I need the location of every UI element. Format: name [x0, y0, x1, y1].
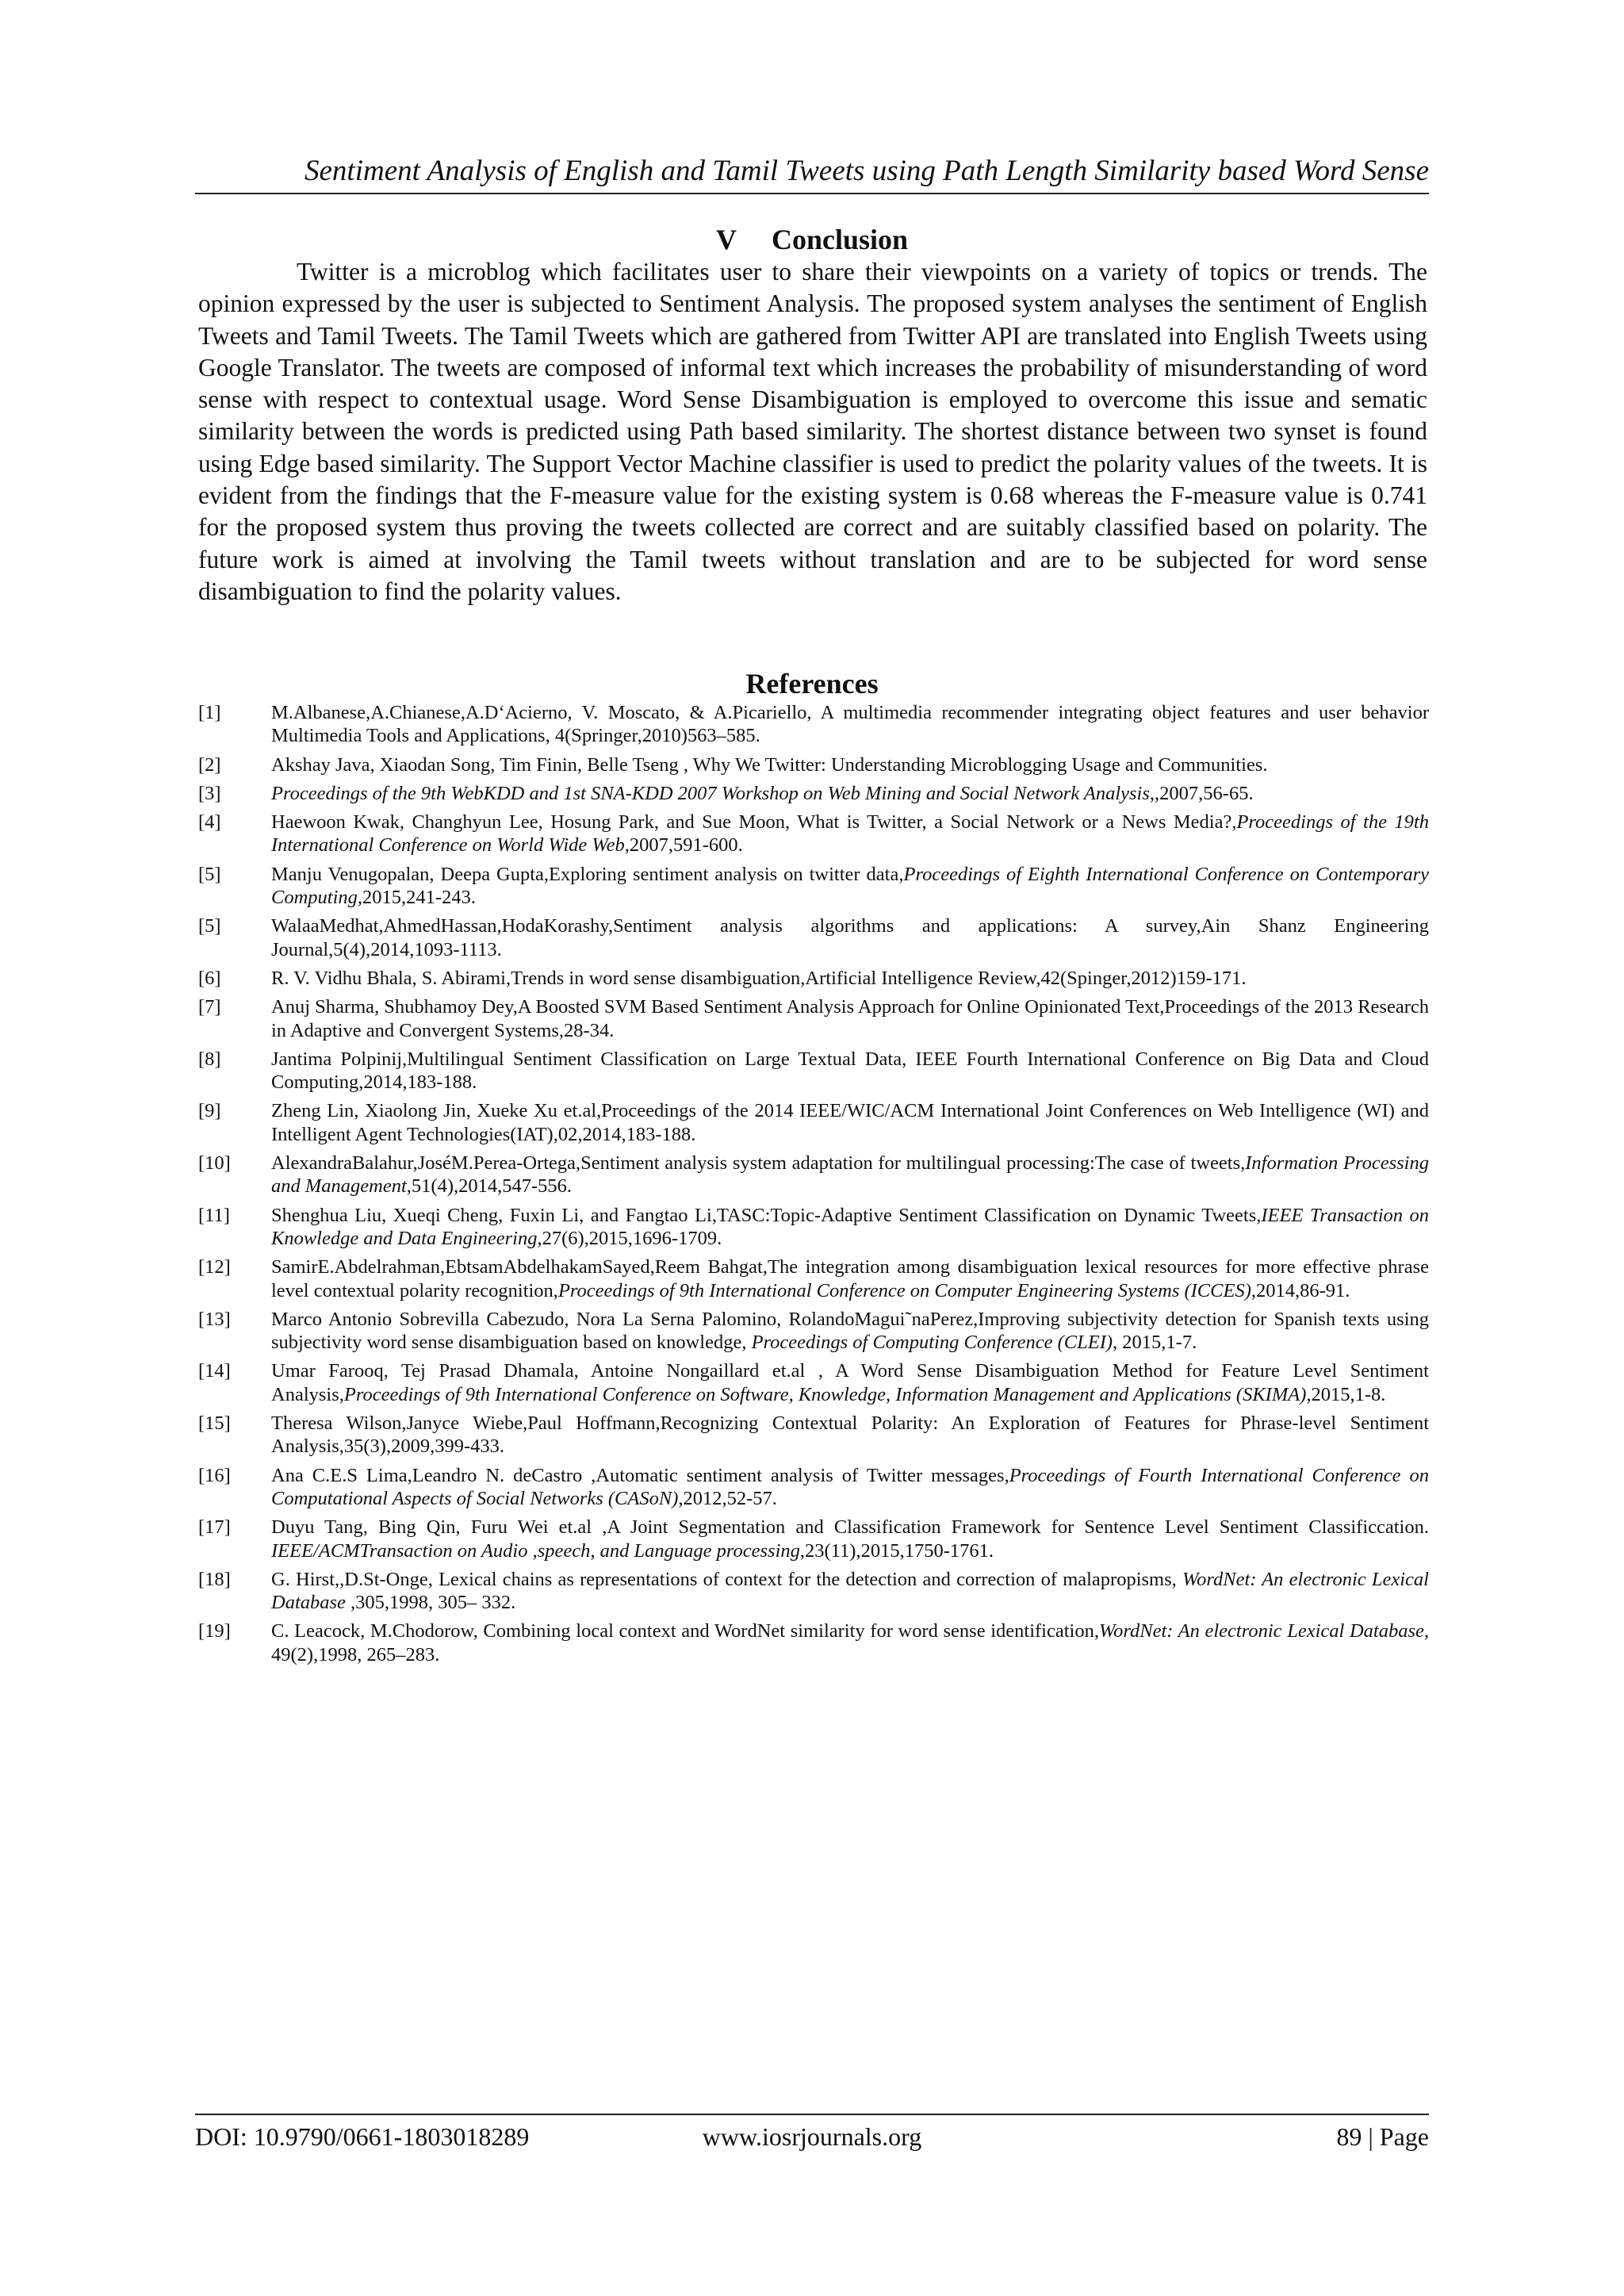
reference-venue: IEEE/ACMTransaction on Audio ,speech, and Language processing: [271, 1539, 800, 1562]
reference-label: [1]: [198, 702, 221, 723]
reference-item: [198, 863, 1429, 910]
footer-page-number: 89 | Page: [1336, 2122, 1429, 2151]
reference-venue: Proceedings of 9th International Conference on Software, Knowledge, Information Management and Applications (SKIMA),: [343, 1383, 1312, 1405]
reference-text-main: Umar Farooq, Tej Prasad Dhamala, Antoine Nongaillard et.al , A Word Sense Disambiguation Method for Feature Level Sentiment Analysis,: [271, 1360, 1429, 1405]
reference-label: [4]: [198, 811, 221, 834]
reference-text: [271, 996, 1429, 1041]
reference-item: [198, 1048, 1429, 1094]
reference-text-main: Haewoon Kwak, Changhyun Lee, Hosung Park, and Sue Moon, What is Twitter, a Social Network or a News Media?,: [271, 811, 1237, 834]
reference-label: [2]: [198, 753, 221, 776]
reference-venue: Proceedings of Eighth International Conference on Contemporary Computing: [271, 863, 1429, 909]
reference-label: [14]: [198, 1360, 231, 1382]
reference-text-main: Shenghua Liu, Xueqi Cheng, Fuxin Li, and Fangtao Li,TASC:Topic-Adaptive Sentiment Classification on Dynamic Tweets,: [271, 1204, 1262, 1226]
reference-label: [5]: [198, 863, 221, 885]
reference-text: [271, 783, 1254, 804]
reference-text-main: R. V. Vidhu Bhala, S. Abirami,Trends in word sense disambiguation,Artificial Intelligence Review,42(Spinger,2012)159-171.: [271, 967, 1247, 989]
reference-label: [19]: [198, 1620, 231, 1642]
reference-item: [198, 914, 1429, 961]
reference-item: [198, 753, 1429, 776]
reference-text-main: Duyu Tang, Bing Qin, Furu Wei et.al ,A Joint Segmentation and Classification Framework for Sentence Level Sentiment Classificcation.: [271, 1516, 1429, 1539]
reference-item: [198, 1255, 1429, 1302]
reference-item: [198, 995, 1429, 1042]
reference-venue: WordNet: An electronic Lexical Database: [1098, 1620, 1424, 1642]
footer-website: www.iosrjournals.org: [702, 2122, 922, 2151]
reference-text: [271, 1516, 1429, 1561]
reference-text: [271, 811, 1429, 856]
reference-label: [17]: [198, 1516, 231, 1539]
reference-text-main: Ana C.E.S Lima,Leandro N. deCastro ,Automatic sentiment analysis of Twitter messages,: [271, 1464, 1009, 1486]
reference-label: [11]: [198, 1204, 230, 1226]
reference-text-main: C. Leacock, M.Chodorow, Combining local context and WordNet similarity for word sense identification,: [271, 1620, 1099, 1642]
reference-label: [10]: [198, 1152, 231, 1175]
reference-label: [9]: [198, 1100, 221, 1122]
reference-label: [16]: [198, 1464, 231, 1486]
reference-details: ,,2007,56-65.: [1149, 782, 1254, 804]
footer-doi: DOI: 10.9790/0661-1803018289: [195, 2122, 530, 2151]
reference-label: [18]: [198, 1568, 231, 1590]
reference-text: [271, 1048, 1429, 1093]
reference-item: [198, 1308, 1429, 1355]
reference-text: [271, 915, 1429, 960]
reference-item: [198, 1464, 1429, 1511]
reference-text-main: Jantima Polpinij,Multilingual Sentiment Classification on Large Textual Data, IEEE Fourth International Conference on Big Data and Cloud Computing,2014,183-188.: [271, 1048, 1429, 1094]
header-rule: [195, 193, 1429, 194]
reference-details: ,27(6),2015,1696-1709.: [537, 1227, 722, 1249]
footer-rule: [195, 2114, 1429, 2115]
reference-text: [271, 1620, 1429, 1665]
reference-text-main: Manju Venugopalan, Deepa Gupta,Exploring sentiment analysis on twitter data,: [271, 863, 904, 885]
reference-venue: Proceedings of the 19th International Conference on World Wide Web: [271, 811, 1429, 857]
reference-details: ,51(4),2014,547-556.: [406, 1175, 573, 1198]
reference-text: [271, 1152, 1429, 1197]
reference-venue: Proceedings of the 9th WebKDD and 1st SNA-KDD 2007 Workshop on Web Mining and Social Network Analysis: [271, 782, 1150, 804]
reference-text: [271, 968, 1246, 989]
reference-text: [271, 864, 1429, 908]
reference-text-main: SamirE.Abdelrahman,EbtsamAbdelhakamSayed,Reem Bahgat,The integration among disambiguation lexical resources for more effective phrase level contextual polarity recognition,: [271, 1256, 1429, 1301]
reference-text: [271, 1205, 1429, 1249]
reference-text-main: AlexandraBalahur,JoséM.Perea-Ortega,Sentiment analysis system adaptation for multilingual processing:The case of tweets,: [271, 1152, 1246, 1175]
reference-text-main: Marco Antonio Sobrevilla Cabezudo, Nora La Serna Palomino, RolandoMagui˜naPerez,Improving subjectivity detection for Spanish texts using subjectivity word sense disambiguation based on knowledge,: [271, 1308, 1429, 1354]
reference-text-main: Zheng Lin, Xiaolong Jin, Xueke Xu et.al,Proceedings of the 2014 IEEE/WIC/ACM International Joint Conferences on Web Intelligence (WI) and Intelligent Agent Technologies(IAT),02,2014,183-188.: [271, 1100, 1429, 1145]
reference-item: [198, 701, 1429, 748]
reference-item: [198, 1204, 1429, 1251]
reference-label: [5]: [198, 915, 221, 937]
reference-text: [271, 1465, 1429, 1509]
reference-item: [198, 1619, 1429, 1666]
references-list: [198, 701, 1429, 1672]
reference-venue: Information Processing and Management: [271, 1152, 1429, 1198]
reference-details: ,2007,591-600.: [624, 834, 743, 857]
reference-text: [271, 1100, 1429, 1144]
reference-item: [198, 1412, 1429, 1458]
reference-label: [8]: [198, 1048, 221, 1070]
reference-item: [198, 782, 1429, 805]
section-number: V: [715, 224, 737, 255]
reference-item: [198, 1516, 1429, 1562]
reference-text: [271, 1360, 1429, 1405]
reference-details: 2015,1-8.: [1311, 1383, 1386, 1405]
reference-details: ,2014,86-91.: [1251, 1279, 1350, 1301]
conclusion-paragraph: Twitter is a microblog which facilitates user to share their viewpoints on a variety of topics or trends. The opinion expressed by the user is subjected to Sentiment Analysis. The proposed system analyses the sentiment of English Tweets and Tamil Tweets. The Tamil Tweets which are gathered from Twitter API are translated into English Tweets using Google Translator. The tweets are composed of informal text which increases the probability of misunderstanding of word sense with respect to contextual usage. Word Sense Disambiguation is employed to overcome this issue and sematic similarity between the words is predicted using Path based similarity. The shortest distance between two synset is found using Edge based similarity. The Support Vector Machine classifier is used to predict the polarity values of the tweets. It is evident from the findings that the F-measure value for the existing system is 0.68 whereas the F-measure value is 0.741 for the proposed system thus proving the tweets collected are correct and are suitably classified based on polarity. The future work is aimed at involving the Tamil tweets without translation and are to be subjected for word sense disambiguation to find the polarity values.: [198, 258, 1427, 605]
reference-label: [13]: [198, 1308, 231, 1330]
reference-item: [198, 1099, 1429, 1146]
reference-label: [12]: [198, 1256, 231, 1278]
references-heading: References: [745, 668, 879, 700]
reference-text: [271, 1309, 1429, 1353]
reference-item: [198, 967, 1429, 990]
reference-details: ,305,1998, 305– 332.: [345, 1592, 516, 1614]
reference-venue: IEEE Transaction on Knowledge and Data Engineering: [271, 1204, 1429, 1249]
reference-details: ,2015,241-243.: [357, 887, 476, 909]
reference-label: [6]: [198, 967, 221, 989]
reference-item: [198, 1152, 1429, 1198]
reference-venue: Proceedings of Fourth International Conference on Computational Aspects of Social Networks (CASoN): [271, 1464, 1429, 1509]
reference-item: [198, 1568, 1429, 1615]
reference-venue: Proceedings of Computing Conference (CLEI): [751, 1332, 1113, 1354]
reference-text: [271, 1569, 1429, 1613]
reference-label: [15]: [198, 1412, 231, 1435]
reference-text: [271, 754, 1268, 776]
reference-label: [3]: [198, 782, 221, 804]
section-heading-conclusion: [195, 220, 1429, 259]
reference-text-main: WalaaMedhat,AhmedHassan,HodaKorashy,Sentiment analysis algorithms and applications: A survey,Ain Shanz Engineering Journal,5(4),2014,1093-1113.: [271, 915, 1429, 960]
reference-text-main: G. Hirst,,D.St-Onge, Lexical chains as representations of context for the detection and correction of malapropisms,: [271, 1568, 1182, 1590]
reference-details: , 2015,1-7.: [1113, 1332, 1197, 1354]
reference-venue: WordNet: An electronic Lexical Database: [271, 1568, 1429, 1614]
reference-text-main: Anuj Sharma, Shubhamoy Dey,A Boosted SVM Based Sentiment Analysis Approach for Online Opinionated Text,Proceedings of the 2013 Research in Adaptive and Convergent Systems,28-34.: [271, 996, 1429, 1041]
reference-text: [271, 1412, 1429, 1457]
reference-item: [198, 1359, 1429, 1406]
reference-text: [271, 702, 1429, 746]
reference-text-main: M.Albanese,A.Chianese,A.D‘Acierno, V. Moscato, & A.Picariello, A multimedia recommender integrating object features and user behavior Multimedia Tools and Applications, 4(Springer,2010)563–585.: [271, 702, 1429, 747]
reference-details: ,23(11),2015,1750-1761.: [799, 1539, 994, 1562]
reference-text-main: Akshay Java, Xiaodan Song, Tim Finin, Belle Tseng , Why We Twitter: Understanding Microblogging Usage and Communities.: [271, 753, 1268, 776]
reference-item: [198, 811, 1429, 857]
running-header: Sentiment Analysis of English and Tamil Tweets using Path Length Similarity based Word Sense: [304, 155, 1429, 187]
reference-details: , 49(2),1998, 265–283.: [271, 1620, 1429, 1665]
section-title: Conclusion: [771, 224, 909, 255]
page-footer: [195, 2118, 1429, 2156]
reference-label: [7]: [198, 996, 221, 1018]
reference-text-main: Theresa Wilson,Janyce Wiebe,Paul Hoffmann,Recognizing Contextual Polarity: An Exploration of Features for Phrase-level Sentiment Analysis,35(3),2009,399-433.: [271, 1412, 1429, 1458]
reference-details: ,2012,52-57.: [678, 1487, 777, 1509]
reference-text: [271, 1256, 1429, 1301]
reference-venue: Proceedings of 9th International Conference on Computer Engineering Systems (ICCES): [557, 1279, 1251, 1301]
